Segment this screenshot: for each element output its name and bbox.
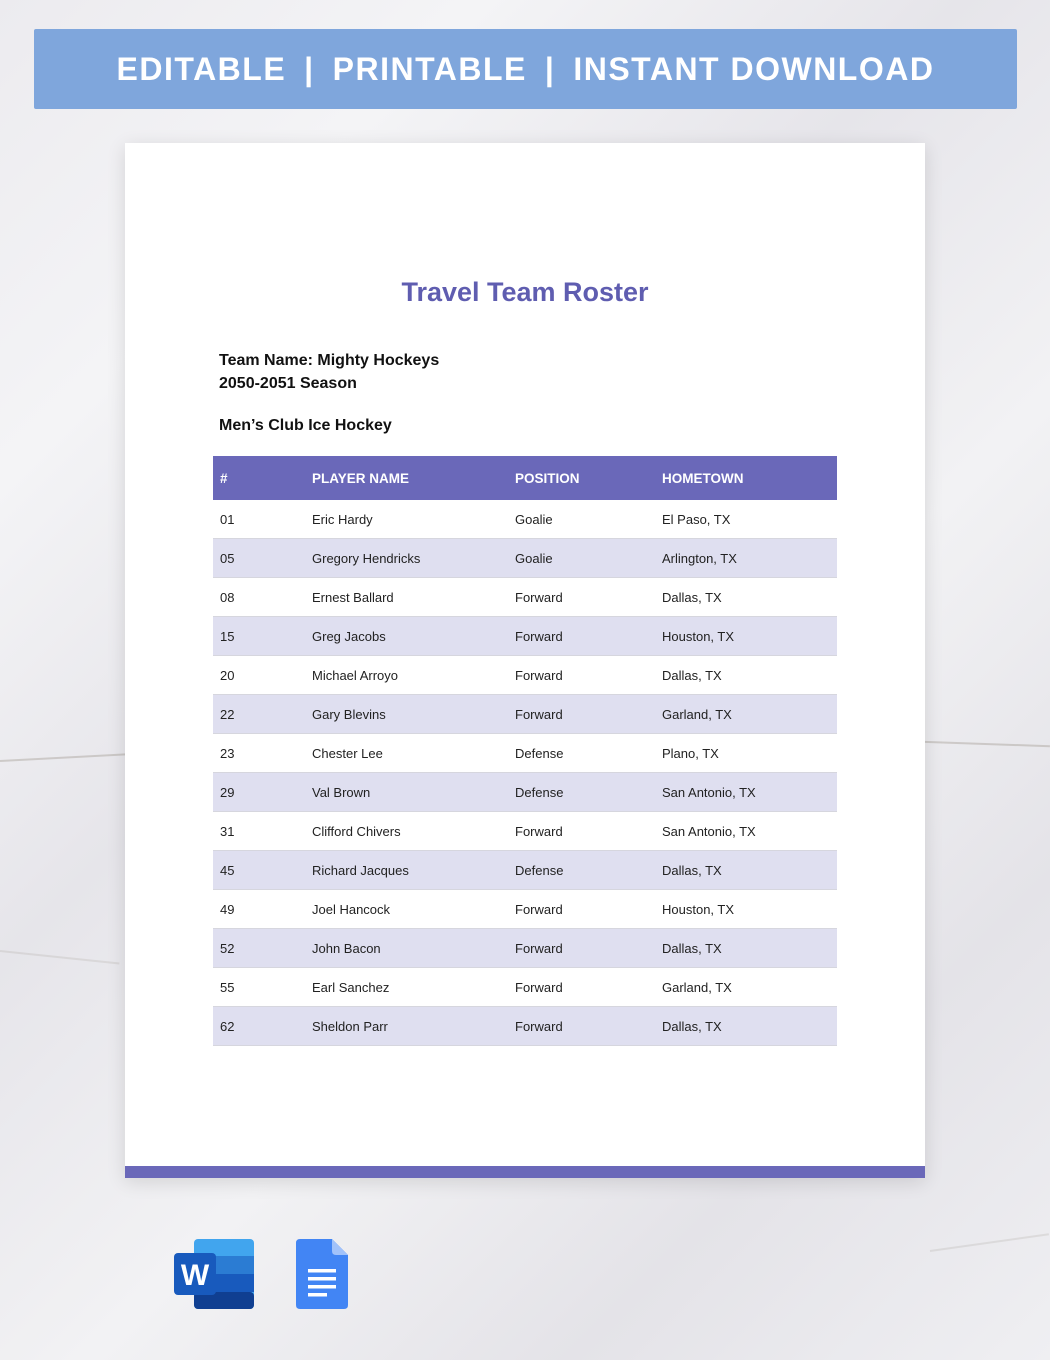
document-page bbox=[125, 143, 925, 1178]
google-docs-icon[interactable] bbox=[296, 1239, 348, 1309]
player-hometown: Plano, TX bbox=[654, 734, 837, 773]
player-name: John Bacon bbox=[301, 929, 507, 968]
player-hometown: Dallas, TX bbox=[654, 578, 837, 617]
header-hometown: HOMETOWN bbox=[654, 456, 837, 500]
player-number: 01 bbox=[213, 500, 301, 539]
player-number: 20 bbox=[213, 656, 301, 695]
header-position: POSITION bbox=[507, 456, 654, 500]
player-name: Sheldon Parr bbox=[301, 1007, 507, 1046]
player-number: 52 bbox=[213, 929, 301, 968]
roster-table bbox=[213, 456, 837, 1046]
table-row bbox=[213, 773, 837, 812]
player-number: 22 bbox=[213, 695, 301, 734]
table-row bbox=[213, 851, 837, 890]
player-hometown: Dallas, TX bbox=[654, 929, 837, 968]
table-row bbox=[213, 812, 837, 851]
roster-body bbox=[213, 500, 837, 1046]
player-hometown: Dallas, TX bbox=[654, 1007, 837, 1046]
player-name: Clifford Chivers bbox=[301, 812, 507, 851]
player-number: 08 bbox=[213, 578, 301, 617]
player-name: Earl Sanchez bbox=[301, 968, 507, 1007]
team-name: Team Name: Mighty Hockeys bbox=[219, 352, 440, 369]
player-hometown: San Antonio, TX bbox=[654, 812, 837, 851]
player-position: Defense bbox=[507, 734, 654, 773]
player-hometown: Houston, TX bbox=[654, 890, 837, 929]
player-position: Goalie bbox=[507, 539, 654, 578]
marble-vein bbox=[930, 1233, 1049, 1252]
player-position: Defense bbox=[507, 851, 654, 890]
player-name: Eric Hardy bbox=[301, 500, 507, 539]
banner-separator: | bbox=[304, 50, 315, 87]
player-name: Richard Jacques bbox=[301, 851, 507, 890]
player-position: Forward bbox=[507, 890, 654, 929]
player-position: Forward bbox=[507, 695, 654, 734]
player-position: Forward bbox=[507, 968, 654, 1007]
player-hometown: El Paso, TX bbox=[654, 500, 837, 539]
table-row bbox=[213, 968, 837, 1007]
table-row bbox=[213, 695, 837, 734]
season: 2050-2051 Season bbox=[219, 375, 357, 392]
header-number: # bbox=[213, 456, 301, 500]
player-position: Goalie bbox=[507, 500, 654, 539]
player-name: Michael Arroyo bbox=[301, 656, 507, 695]
player-number: 49 bbox=[213, 890, 301, 929]
player-number: 29 bbox=[213, 773, 301, 812]
player-number: 31 bbox=[213, 812, 301, 851]
player-number: 55 bbox=[213, 968, 301, 1007]
club-name: Men’s Club Ice Hockey bbox=[219, 417, 392, 434]
banner-instant-download: INSTANT DOWNLOAD bbox=[573, 50, 935, 87]
banner-separator: | bbox=[544, 50, 556, 87]
table-row bbox=[213, 929, 837, 968]
table-row bbox=[213, 578, 837, 617]
player-name: Val Brown bbox=[301, 773, 507, 812]
document-title: Travel Team Roster bbox=[401, 277, 649, 307]
table-row bbox=[213, 890, 837, 929]
player-number: 05 bbox=[213, 539, 301, 578]
player-number: 62 bbox=[213, 1007, 301, 1046]
footer-accent-bar bbox=[125, 1166, 925, 1178]
table-row bbox=[213, 617, 837, 656]
player-position: Forward bbox=[507, 929, 654, 968]
player-hometown: Dallas, TX bbox=[654, 851, 837, 890]
player-name: Greg Jacobs bbox=[301, 617, 507, 656]
player-number: 45 bbox=[213, 851, 301, 890]
player-position: Forward bbox=[507, 812, 654, 851]
player-position: Forward bbox=[507, 1007, 654, 1046]
feature-banner bbox=[34, 29, 1017, 109]
banner-printable: PRINTABLE bbox=[332, 50, 527, 87]
player-hometown: Arlington, TX bbox=[654, 539, 837, 578]
header-player-name: PLAYER NAME bbox=[301, 456, 507, 500]
microsoft-word-icon[interactable] bbox=[174, 1239, 254, 1309]
player-name: Ernest Ballard bbox=[301, 578, 507, 617]
player-hometown: San Antonio, TX bbox=[654, 773, 837, 812]
table-row bbox=[213, 734, 837, 773]
player-name: Gregory Hendricks bbox=[301, 539, 507, 578]
player-position: Forward bbox=[507, 656, 654, 695]
table-row bbox=[213, 1007, 837, 1046]
player-hometown: Houston, TX bbox=[654, 617, 837, 656]
player-position: Forward bbox=[507, 578, 654, 617]
player-hometown: Dallas, TX bbox=[654, 656, 837, 695]
marble-vein bbox=[0, 950, 119, 965]
player-hometown: Garland, TX bbox=[654, 968, 837, 1007]
banner-editable: EDITABLE bbox=[116, 50, 287, 87]
player-number: 23 bbox=[213, 734, 301, 773]
table-row bbox=[213, 539, 837, 578]
table-header-row bbox=[213, 456, 837, 500]
word-icon-letter: W bbox=[180, 1259, 210, 1292]
player-hometown: Garland, TX bbox=[654, 695, 837, 734]
player-position: Defense bbox=[507, 773, 654, 812]
player-name: Gary Blevins bbox=[301, 695, 507, 734]
player-number: 15 bbox=[213, 617, 301, 656]
table-row bbox=[213, 500, 837, 539]
player-name: Joel Hancock bbox=[301, 890, 507, 929]
player-position: Forward bbox=[507, 617, 654, 656]
table-row bbox=[213, 656, 837, 695]
player-name: Chester Lee bbox=[301, 734, 507, 773]
